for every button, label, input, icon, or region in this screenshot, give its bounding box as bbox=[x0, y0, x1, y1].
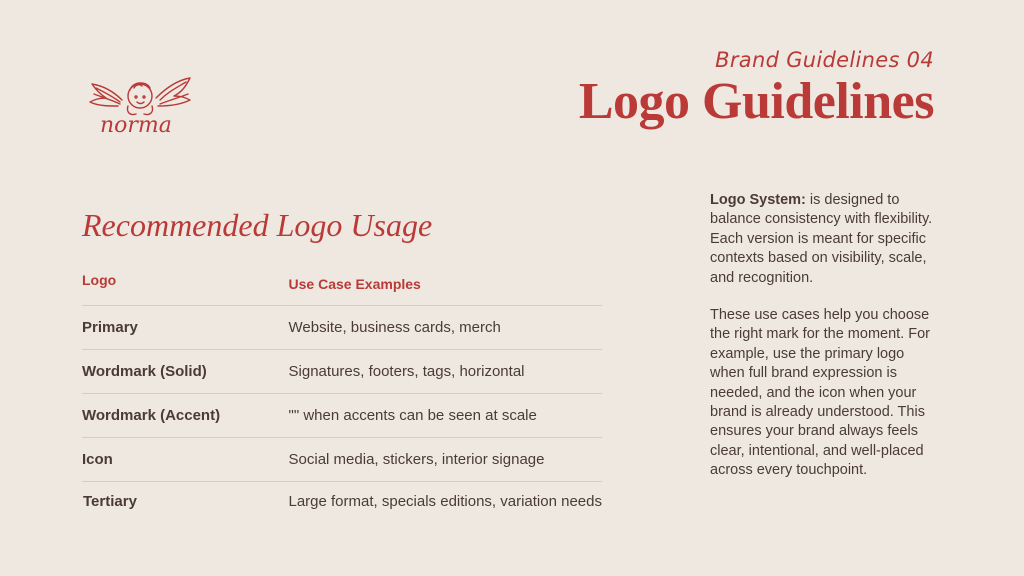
description-p1-text: is designed to balance consistency with flexibility. Each version is meant for specific contexts based on visibility, scale, and recognition. bbox=[710, 192, 933, 286]
section-title: Recommended Logo Usage bbox=[82, 207, 433, 243]
row-logo-name: Wordmark (Accent) bbox=[82, 407, 221, 424]
brand-logo bbox=[86, 70, 196, 140]
table-row bbox=[82, 482, 602, 520]
column-header-logo: Logo bbox=[82, 271, 117, 288]
page-subtitle: Brand Guidelines 04 bbox=[715, 48, 934, 72]
table-row bbox=[82, 394, 602, 438]
row-use-case: Large format, specials editions, variation needs bbox=[288, 492, 602, 510]
description-paragraph-1 bbox=[710, 191, 942, 288]
row-use-case: Signatures, footers, tags, horizontal bbox=[288, 363, 525, 380]
table-header bbox=[82, 262, 602, 306]
column-header-use-case: Use Case Examples bbox=[288, 275, 421, 292]
table-row bbox=[82, 306, 602, 350]
row-use-case: Website, business cards, merch bbox=[288, 319, 501, 336]
row-logo-name: Icon bbox=[82, 451, 113, 468]
description-paragraph-2: These use cases help you choose the right mark for the moment. For example, use the primary logo when full brand expression is needed, and the icon when your brand is already understood. This ensures your brand always feels clear, intentional, and well-placed across every touchpoint. bbox=[710, 307, 930, 479]
cherub-icon bbox=[86, 70, 196, 140]
description-lead: Logo System: bbox=[710, 192, 806, 208]
logo-wordmark: norma bbox=[100, 113, 172, 138]
page-title: Logo Guidelines bbox=[578, 73, 934, 130]
row-logo-name: Tertiary bbox=[83, 492, 137, 510]
logo-usage-table bbox=[82, 262, 602, 520]
row-use-case: Social media, stickers, interior signage bbox=[288, 451, 545, 468]
row-use-case: "" when accents can be seen at scale bbox=[288, 407, 537, 424]
description-block bbox=[710, 191, 942, 499]
row-logo-name: Wordmark (Solid) bbox=[82, 363, 207, 380]
row-logo-name: Primary bbox=[82, 319, 138, 336]
table-row bbox=[82, 350, 602, 394]
table-row bbox=[82, 438, 602, 482]
